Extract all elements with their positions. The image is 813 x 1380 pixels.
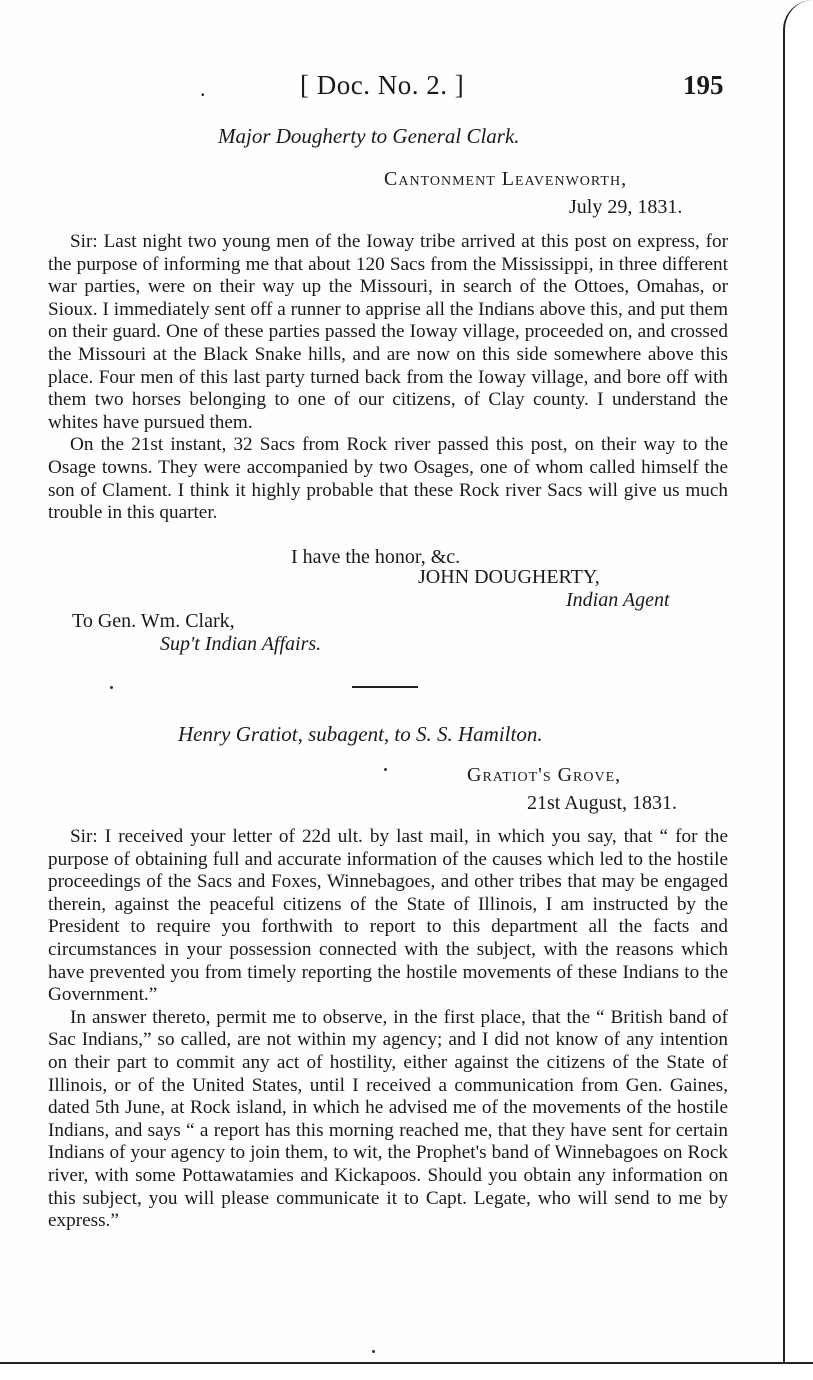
letter-1-addressee: To Gen. Wm. Clark, (72, 610, 235, 632)
letter-1-body (48, 231, 728, 525)
letter-2-date: 21st August, 1831. (527, 792, 678, 814)
scan-speck (372, 1350, 375, 1353)
scan-speck (384, 768, 387, 771)
letter-1-addressee-title: Sup't Indian Affairs. (160, 633, 322, 655)
letter-1-paragraph-2: On the 21st instant, 32 Sacs from Rock river passed this post, on their way to the Osage towns. They were accompanied by two Osages, one of whom called himself the son of Clament. I think it highly probable that these Rock river Sacs will give us much trouble in this quarter. (48, 434, 728, 524)
letter-2-title: Henry Gratiot, subagent, to S. S. Hamilton. (178, 722, 543, 746)
letter-1-paragraph-1: Sir: Last night two young men of the Ioway tribe arrived at this post on express, for the purpose of informing me that about 120 Sacs from the Mississippi, in three different war parties, were on their way up the Missouri, in search of the Ottoes, Omahas, or Sioux. I immediately sent off a runner to apprise all the Indians above this, and put them on their guard. One of these parties passed the Ioway village, proceeded on, and crossed the Missouri at the Black Snake hills, and are now on this side somewhere above this place. Four men of this last party turned back from the Ioway village, and bore off with them two horses belonging to one of our citizens, of Clay county. I understand the whites have pursued them. (48, 231, 728, 433)
document-number: [ Doc. No. 2. ] (300, 70, 465, 100)
scan-speck (110, 686, 113, 689)
letter-1-place: Cantonment Leavenworth, (384, 168, 628, 190)
page-bottom-edge (0, 1362, 813, 1380)
letter-1-closing: I have the honor, &c. (291, 546, 461, 568)
section-divider (352, 686, 418, 688)
page-right-edge (783, 0, 813, 1380)
page-header (0, 70, 813, 106)
page-number: 195 (683, 70, 724, 100)
header-mark: . (200, 76, 206, 101)
letter-2-paragraph-1: Sir: I received your letter of 22d ult. by last mail, in which you say, that “ for the purpose of obtaining full and accurate information of the causes which led to the hostile proceedings of the Sacs and Foxes, Winnebagoes, and other tribes that may be engaged therein, against the peaceful citizens of the State of Illinois, I am instructed by the President to require you forthwith to report to this department all the facts and circumstances in your possession connected with the subject, with the reasons which have prevented you from timely reporting the hostile movements of these Indians to the Government.” (48, 826, 728, 1006)
letter-2-body (48, 826, 728, 1233)
letter-2-place: Gratiot's Grove, (467, 764, 622, 786)
letter-2-paragraph-2: In answer thereto, permit me to observe, in the first place, that the “ British band of Sac Indians,” so called, are not within my agency; and I did not know of any intention on their part to commit any act of hostility, either against the citizens of the State of Illinois, or of the United States, until I received a communication from Gen. Gaines, dated 5th June, at Rock island, in which he advised me of the movements of the hostile Indians, and says “ a report has this morning reached me, that they have sent for certain Indians of your agency to join them, to wit, the Prophet's band of Winnebagoes on Rock river, with some Pottawatamies and Kickapoos. Should you obtain any information on this subject, you will please communicate it to Capt. Legate, who will send to me by express.” (48, 1006, 728, 1232)
letter-1-date: July 29, 1831. (569, 196, 683, 218)
letter-1-signature-title: Indian Agent (566, 589, 670, 611)
letter-1-signature: JOHN DOUGHERTY, (418, 566, 600, 588)
letter-1-title: Major Dougherty to General Clark. (218, 124, 520, 148)
